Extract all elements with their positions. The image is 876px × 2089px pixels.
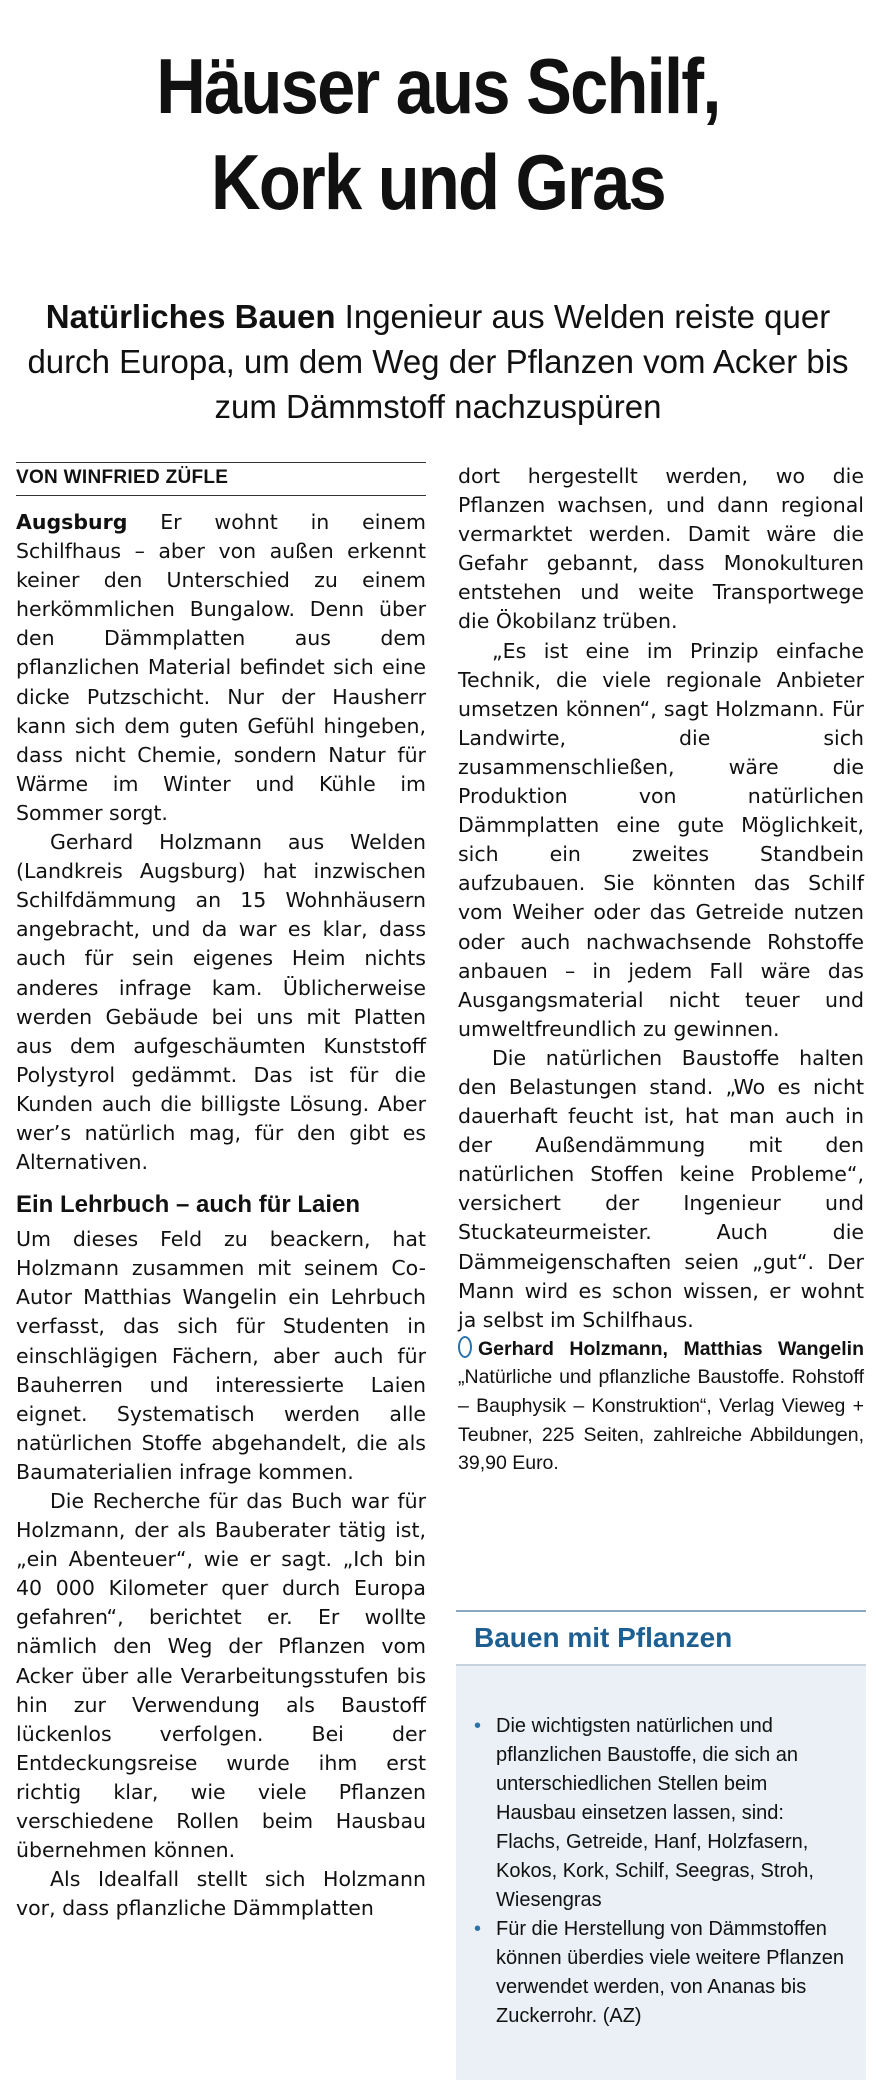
paragraph-7: „Es ist eine im Prinzip einfache Technik, die viele regionale Anbieter umsetzen können“, sagt Holzmann. Für Landwirte, die sich zusammenschließen, wäre die Produktion von natürlichen Dämmplatten eine gute Möglichkeit, sich ein zweites Standbein aufzubauen. Sie könnten das Schilf vom Weiher oder das Getreide nutzen oder auch nachwachsende Rohstoffe anbauen – in jedem Fall wäre das Ausgangsmaterial nicht teuer und umweltfreundlich zu gewinnen.	[458, 638, 864, 1041]
paragraph-1	[16, 508, 426, 828]
deck-text: Ingenieur aus Welden reiste quer durch Europa, um dem Weg der Pflanzen vom Acker bis zum Dämmstoff nachzuspüren	[27, 298, 849, 425]
info-box-item-text: Die wichtigsten natürlichen und pflanzlichen Baustoffe, die sich an unterschiedlichen Stellen beim Hausbau einsetzen lassen, sind: Flachs, Getreide, Hanf, Holzfasern, Kokos, Kork, Schilf, Seegras, Stroh, Wiesengras	[496, 1715, 814, 1911]
book-reference	[458, 1335, 864, 1478]
info-box-item-text: Für die Herstellung von Dämmstoffen können überdies viele weitere Pflanzen verwendet werden, von Ananas bis Zuckerrohr. (AZ)	[496, 1918, 844, 2027]
subheading: Ein Lehrbuch – auch für Laien	[16, 1191, 361, 1219]
column-2	[458, 462, 864, 1478]
info-box	[456, 1610, 866, 2080]
paragraph-1-text: Er wohnt in einem Schilfhaus – aber von außen erkennt keiner den Unterschied zu einem herkömmlichen Bungalow. Denn über den Dämmplatten aus dem pflanzlichen Material befindet sich eine dicke Putzschicht. Nur der Hausherr kann sich dem guten Gefühl hingeben, dass nicht Chemie, sondern Natur für Wärme im Winter und Kühle im Sommer sorgt.	[16, 510, 426, 825]
headline	[53, 38, 824, 230]
deck	[16, 294, 860, 429]
info-box-item	[474, 1915, 852, 2031]
byline: VON WINFRIED ZÜFLE	[16, 462, 426, 496]
paragraph-6: dort hergestellt werden, wo die Pflanzen wachsen, und dann regional vermarktet werden. Damit wäre die Gefahr gebannt, dass Monokulturen entstehen und weite Transportwege die Ökobilanz trüben.	[458, 464, 864, 634]
info-box-title: Bauen mit Pflanzen	[456, 1612, 866, 1666]
paragraph-3: Um dieses Feld zu beackern, hat Holzmann zusammen mit seinem Co-Autor Matthias Wangelin ein Lehrbuch verfasst, das sich für Studenten in einschlägigen Fächern, aber auch für Bauherren und interessierte Laien eignet. Systematisch werden alle natürlichen Stoffe abgehandelt, die als Baumaterialien infrage kommen.	[16, 1227, 426, 1484]
book-details: „Natürliche und pflanzliche Baustoffe. Rohstoff – Bauphysik – Konstruktion“, Verlag Vieweg + Teubner, 225 Seiten, zahlreiche Abbildungen, 39,90 Euro.	[458, 1366, 864, 1475]
paragraph-5: Als Idealfall stellt sich Holzmann vor, dass pflanzliche Dämmplatten	[16, 1867, 426, 1921]
book-author: Gerhard Holzmann, Matthias Wangelin	[478, 1337, 864, 1360]
paragraph-8: Die natürlichen Baustoffe halten den Belastungen stand. „Wo es nicht dauerhaft feucht ist, hat man auch in der Außendämmung mit den natürlichen Stoffen keine Probleme“, versichert der Ingenieur und Stuckateurmeister. Auch die Dämmeigenschaften seien „gut“. Der Mann wird es schon wissen, er wohnt ja selbst im Schilfhaus.	[458, 1045, 864, 1332]
circle-o-icon	[458, 1336, 472, 1358]
column-1	[16, 462, 426, 1923]
info-box-item	[474, 1712, 852, 1915]
headline-line-2: Kork und Gras	[211, 138, 665, 226]
deck-kicker: Natürliches Bauen	[45, 298, 336, 335]
bullet-icon: •	[474, 1715, 482, 1737]
dateline: Augsburg	[16, 510, 128, 534]
info-box-list	[456, 1666, 866, 2031]
paragraph-4: Die Recherche für das Buch war für Holzmann, der als Bauberater tätig ist, „ein Abenteuer“, wie er sagt. „Ich bin 40 000 Kilometer quer durch Europa gefahren“, berichtet er. Er wollte nämlich den Weg der Pflanzen vom Acker über alle Verarbeitungsstufen bis hin zur Verwendung als Baustoff lückenlos verfolgen. Bei der Entdeckungsreise wurde ihm erst richtig klar, wie viele Pflanzen verschiedene Rollen beim Hausbau übernehmen können.	[16, 1489, 426, 1863]
bullet-icon: •	[474, 1918, 482, 1940]
headline-line-1: Häuser aus Schilf,	[156, 42, 720, 130]
paragraph-2: Gerhard Holzmann aus Welden (Landkreis Augsburg) hat inzwischen Schilfdämmung an 15 Wohnhäusern angebracht, und da war es klar, dass auch für sein eigenes Heim nichts anderes infrage kam. Üblicherweise werden Gebäude bei uns mit Platten aus dem aufgeschäumten Kunststoff Polystyrol gedämmt. Das ist für die Kunden auch die billigste Lösung. Aber wer’s natürlich mag, für den gibt es Alternativen.	[16, 830, 426, 1175]
